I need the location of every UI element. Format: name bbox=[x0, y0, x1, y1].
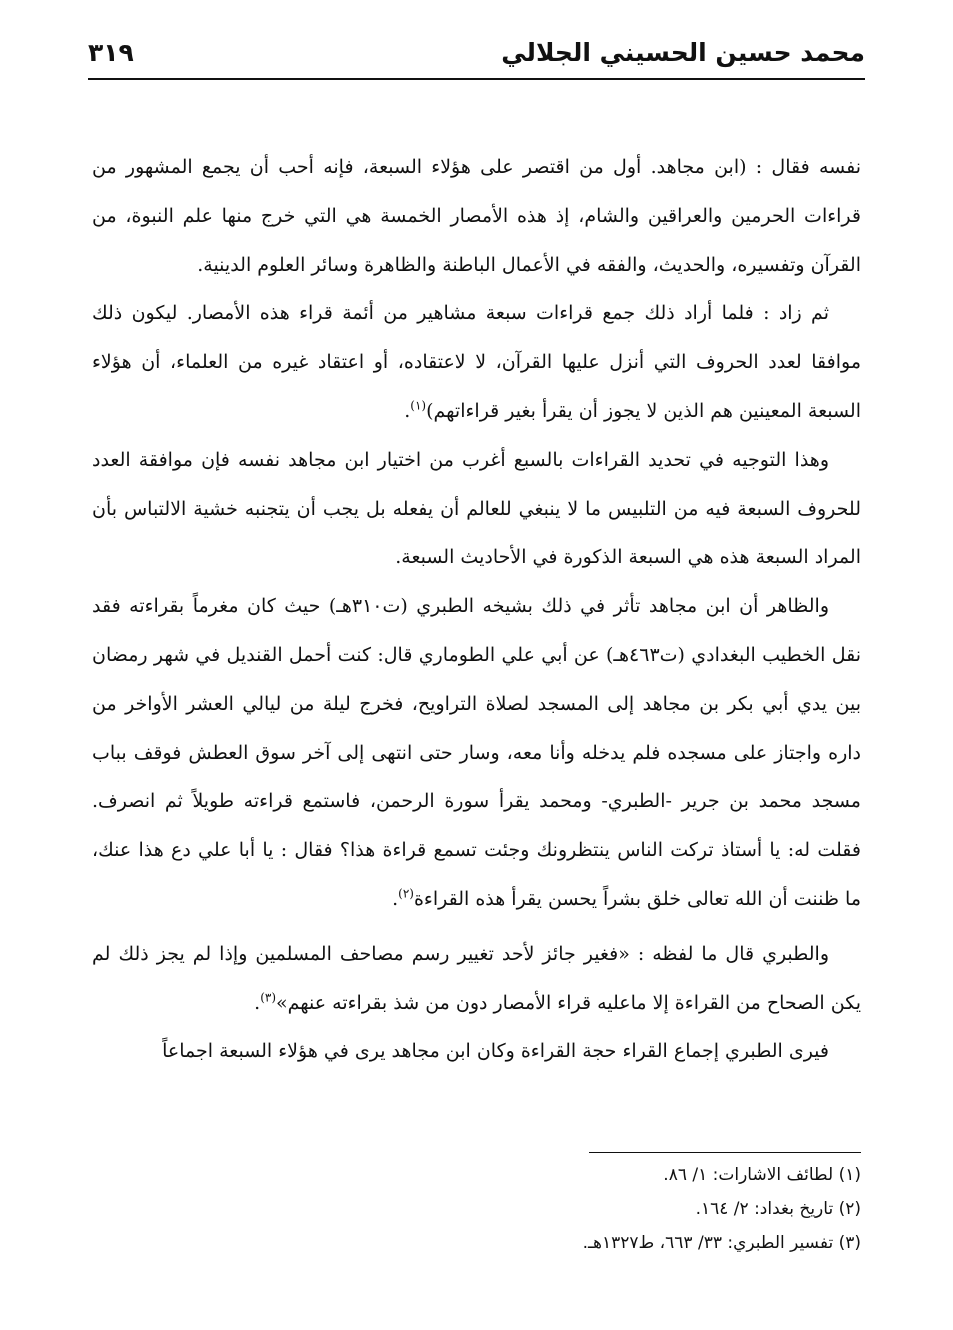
paragraph-5-text: والطبري قال ما لفظه : «فغير جائز لأحد تغيير رسم مصاحف المسلمين وإذا لم يجز ذلك لم يكن الصحاح من القراءة إلا ماعليه قراء الأمصار دون من شذ بقراءته عنهم» bbox=[92, 942, 861, 1014]
paragraph-1: نفسه فقال : (ابن مجاهد. أول من اقتصر على هؤلاء السبعة، فإنه أحب أن يجمع المشهور من قراءات الحرمين والعراقين والشام، إذ هذه الأمصار الخمسة هي التي خرج منها علم النبوة، من القرآن وتفسيره، والحديث، والفقه في الأعمال الباطنة والظاهرة وسائر العلوم الدينية. bbox=[92, 156, 861, 276]
paragraph-6: فيرى الطبري إجماع القراء حجة القراءة وكان ابن مجاهد يرى في هؤلاء السبعة اجماعاً bbox=[162, 1040, 829, 1063]
paragraph-2-end: . bbox=[404, 399, 411, 422]
paragraph-3: وهذا التوجيه في تحديد القراءات بالسبع أغرب من اختيار ابن مجاهد نفسه فإن موافقة العدد للحروف السبعة فيه من التلبيس ما لا ينبغي للعالم أن يفعله بل يجب أن يتجنبه خشية الالتباس بأن المراد السبعة هذه هي السبعة الذكورة في الأحاديث السبعة. bbox=[92, 448, 861, 569]
paragraph-4-text: والظاهر أن ابن مجاهد تأثر في ذلك بشيخه الطبري (ت٣١٠هـ) حيث كان مغرماً بقراءته فقد نقل الخطيب البغدادي (ت٤٦٣هـ) عن أبي علي الطوماري قال: كنت أحمل القنديل في شهر رمضان بين يدي أبي بكر بن مجاهد إلى المسجد لصلاة التراويح، فخرج ليلة من ليالي العشر الأواخر من داره واجتاز على مسجده فلم يدخله وأنا معه، وسار حتى انتهى إلى آخر سوق العطش فوقف بباب مسجد محمد بن جرير -الطبري- ومحمد يقرأ سورة الرحمن، فاستمع قراءته طويلاً ثم انصرف. فقلت له: يا أستاذ تركت الناس ينتظرونك وجئت تسمع قراءة هذا؟ فقال : يا أبا علي دع هذا عنك، ما ظننت أن الله تعالى خلق بشراً يحسن يقرأ هذه القراءة bbox=[92, 595, 861, 910]
paragraph-5-end: . bbox=[254, 991, 261, 1014]
page-number: ٣١٩ bbox=[88, 37, 134, 67]
header-rule bbox=[88, 78, 865, 80]
footnote-1: (١) لطائف الاشارات: ١/ ٨٦. bbox=[663, 1165, 861, 1185]
footnote-ref-2: (٢) bbox=[398, 886, 414, 901]
paragraph-2 bbox=[92, 289, 861, 435]
paragraph-2-text: ثم زاد : فلما أراد ذلك جمع قراءات سبعة مشاهير من أئمة قراء هذه الأمصار. ليكون ذلك موافقا لعدد الحروف التي أنزل عليها القرآن، لا لاعتقاده، أو اعتقاد غيره من العلماء، أن هؤلاء السبعة المعينين هم الذين لا يجوز أن يقرأ بغير قراءاتهم) bbox=[92, 302, 861, 422]
footnote-ref-1: (١) bbox=[410, 398, 427, 413]
footnote-2: (٢) تاريخ بغداد: ٢/ ١٦٤. bbox=[695, 1199, 861, 1219]
footnote-rule bbox=[589, 1152, 861, 1153]
paragraph-4 bbox=[92, 582, 861, 924]
paragraph-4-end: . bbox=[392, 887, 399, 910]
header-author: محمد حسين الحسيني الجلالي bbox=[501, 37, 865, 67]
paragraph-5 bbox=[92, 930, 861, 1028]
footnotes bbox=[200, 1158, 861, 1260]
footnote-3: (٣) تفسير الطبري: ٣٣/ ٦٦٣، ط١٣٢٧هـ. bbox=[582, 1233, 861, 1253]
running-header bbox=[88, 30, 865, 74]
main-text bbox=[92, 143, 861, 1076]
footnote-ref-3: (٣) bbox=[260, 990, 277, 1005]
